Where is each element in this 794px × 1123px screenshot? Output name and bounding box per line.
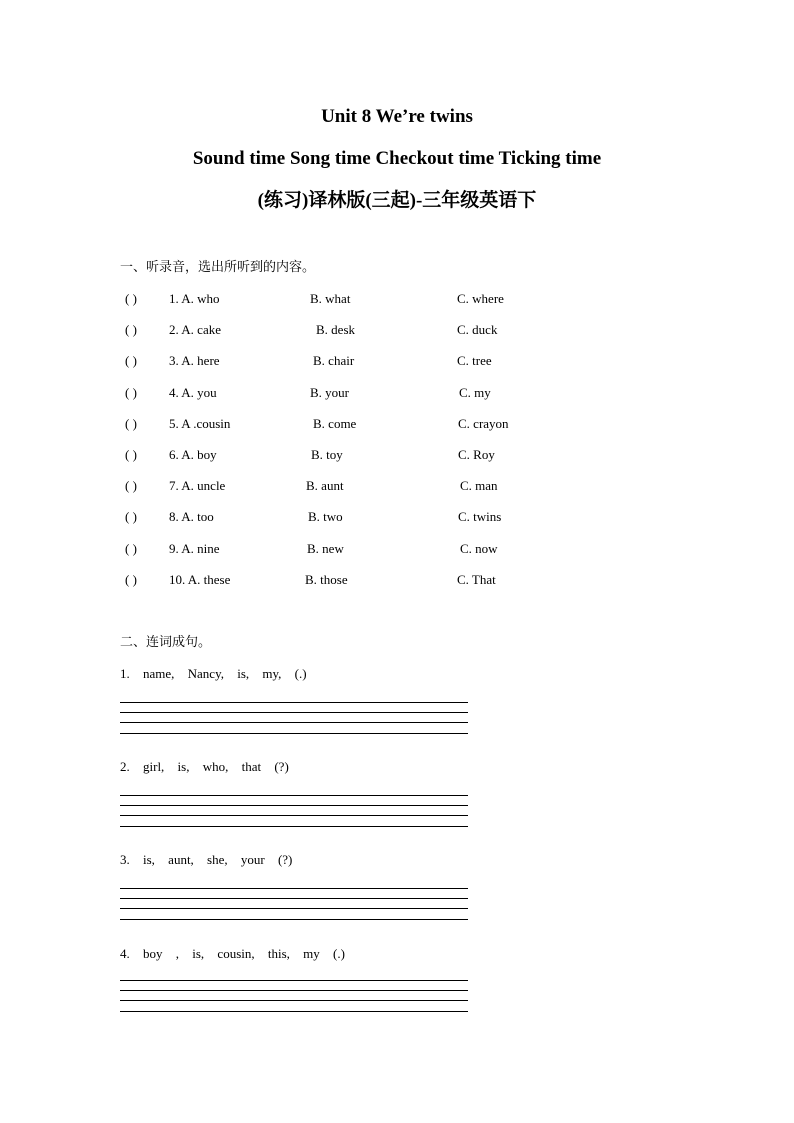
option-c: C. my <box>459 385 491 400</box>
question-row <box>0 508 794 526</box>
option-a: 2. A. cake <box>169 322 221 337</box>
answer-lines-3[interactable] <box>120 888 468 922</box>
option-a: 1. A. who <box>169 291 220 306</box>
option-b: B. what <box>310 291 351 306</box>
option-a: 9. A. nine <box>169 541 220 556</box>
answer-blank: ( ) <box>125 353 137 368</box>
option-b: B. new <box>307 541 344 556</box>
question-row <box>0 384 794 402</box>
option-c: C. Roy <box>458 447 495 462</box>
sentence-prompt-1: 1. name, Nancy, is, my, (.) <box>120 666 307 681</box>
option-c: C. That <box>457 572 496 587</box>
question-row <box>0 352 794 370</box>
answer-blank: ( ) <box>125 322 137 337</box>
option-c: C. crayon <box>458 416 509 431</box>
answer-blank: ( ) <box>125 447 137 462</box>
sentence-prompt-2: 2. girl, is, who, that (?) <box>120 759 289 774</box>
question-row <box>0 415 794 433</box>
option-a: 5. A .cousin <box>169 416 231 431</box>
question-row <box>0 477 794 495</box>
option-c: C. tree <box>457 353 492 368</box>
option-a: 6. A. boy <box>169 447 217 462</box>
option-a: 4. A. you <box>169 385 217 400</box>
option-a: 3. A. here <box>169 353 220 368</box>
section-listening-heading: 一、听录音，选出所听到的内容。 <box>120 260 316 275</box>
answer-blank: ( ) <box>125 291 137 306</box>
question-row <box>0 321 794 339</box>
option-c: C. where <box>457 291 504 306</box>
worksheet-subtitle: Sound time Song time Checkout time Ticking time <box>192 148 602 169</box>
option-a: 7. A. uncle <box>169 478 226 493</box>
answer-lines-4[interactable] <box>120 980 468 1014</box>
option-b: B. two <box>308 509 343 524</box>
answer-blank: ( ) <box>125 416 137 431</box>
answer-lines-2[interactable] <box>120 795 468 829</box>
sentence-prompt-3: 3. is, aunt, she, your (?) <box>120 852 293 867</box>
answer-blank: ( ) <box>125 572 137 587</box>
answer-blank: ( ) <box>125 478 137 493</box>
option-b: B. aunt <box>306 478 344 493</box>
question-row <box>0 571 794 589</box>
option-b: B. those <box>305 572 348 587</box>
answer-blank: ( ) <box>125 509 137 524</box>
option-a: 10. A. these <box>169 572 231 587</box>
option-b: B. chair <box>313 353 355 368</box>
option-c: C. man <box>460 478 498 493</box>
option-a: 8. A. too <box>169 509 214 524</box>
sentence-prompt-4: 4. boy , is, cousin, this, my (.) <box>120 946 345 961</box>
answer-blank: ( ) <box>125 385 137 400</box>
question-row <box>0 290 794 308</box>
section-sentence-heading: 二、连词成句。 <box>120 635 212 650</box>
option-c: C. duck <box>457 322 498 337</box>
worksheet-edition: (练习)译林版(三起)-三年级英语下 <box>257 190 537 211</box>
option-c: C. now <box>460 541 498 556</box>
option-c: C. twins <box>458 509 502 524</box>
question-row <box>0 446 794 464</box>
option-b: B. toy <box>311 447 343 462</box>
answer-lines-1[interactable] <box>120 702 468 736</box>
option-b: B. your <box>310 385 349 400</box>
worksheet-title: Unit 8 We’re twins <box>321 106 473 127</box>
option-b: B. desk <box>316 322 355 337</box>
question-row <box>0 540 794 558</box>
answer-blank: ( ) <box>125 541 137 556</box>
option-b: B. come <box>313 416 357 431</box>
